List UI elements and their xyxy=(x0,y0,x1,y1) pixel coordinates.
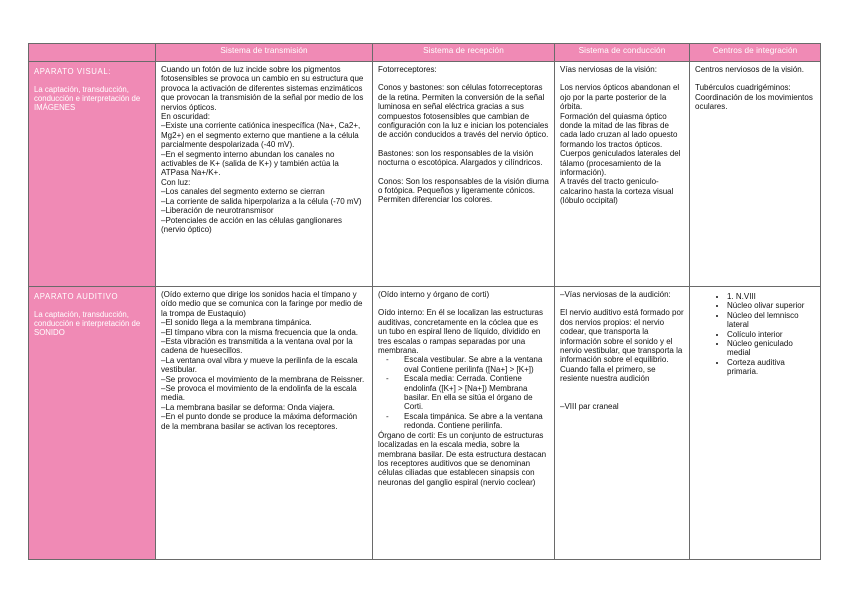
visual-recepcion-line: Conos y bastones: son células fotorreceptoras de la retina. Permiten la conversión de la señal luminosa en señal eléctrica gracias a sus compuestos fotosensibles que cambian de configuración con la luz e inician los potenciales de acción conducidos a través del nervio óptico. xyxy=(378,83,549,140)
list-item: • Colículo interior xyxy=(727,330,815,339)
integracion-list xyxy=(695,292,815,377)
visual-recepcion-line: Bastones: son los responsables de la visión nocturna o escotópica. Alargados y cilíndricos. xyxy=(378,148,543,168)
auditivo-subtitle: La captación, transducción, conducción e interpretación de SONIDO xyxy=(34,310,141,337)
auditivo-transmision-line: –Esta vibración es transmitida a la ventana oval por la cadena de huesecillos. xyxy=(161,337,353,356)
header-transmision: Sistema de transmisión xyxy=(156,44,373,62)
list-item: • Núcleo olivar superior xyxy=(727,301,815,310)
visual-conduccion-line: Vías nerviosas de la visión: xyxy=(560,65,657,74)
visual-conduccion-line: Formación del quiasma óptico donde la mitad de las fibras de cada lado cruzan al lado opuesto formando los tractos ópticos. xyxy=(560,111,678,149)
auditivo-transmision-line: –La membrana basilar se deforma: Onda viajera. xyxy=(161,402,335,412)
visual-transmision-line: Cuando un fotón de luz incide sobre los pigmentos fotosensibles se provoca un cambio en su estructura que provoca la activación de diferentes sistemas enzimáticos que provocan la transmisión de la señal por medio de los nervios ópticos. xyxy=(161,65,364,112)
header-conduccion: Sistema de conducción xyxy=(555,44,690,62)
visual-conduccion-line: Los nervios ópticos abandonan el ojo por la parte posterior de la órbita. xyxy=(560,83,680,112)
header-recepcion: Sistema de recepción xyxy=(373,44,555,62)
visual-transmision-line: En oscuridad: xyxy=(161,112,210,122)
visual-integracion-cell xyxy=(690,62,821,287)
auditivo-integracion-cell xyxy=(690,287,821,560)
auditivo-conduccion-line: El nervio auditivo está formado por dos nervios propios: el nervio codear, que transporta la información sobre el sonido y el nervio vestibular, que transporta la información sobre el equilibrio. Cuando falla el primero, se resiente nuestra audición xyxy=(560,308,684,384)
auditivo-title: APARATO AUDITIVO xyxy=(34,292,119,301)
list-item: - Escala vestibular. Se abre a la ventana oval Contiene perilinfa ([Na+] > [K+]) xyxy=(404,355,549,374)
visual-conduccion-line: A través del tracto geniculo-calcarino hasta la corteza visual (lóbulo occipital) xyxy=(560,177,674,206)
header-row xyxy=(29,44,821,62)
header-integracion: Centros de integración xyxy=(690,44,821,62)
visual-transmision-line: –La corriente de salida hiperpolariza a la célula (-70 mV) xyxy=(161,196,362,206)
auditivo-recepcion-intro: (Oído interno y órgano de corti) xyxy=(378,290,490,299)
visual-recepcion-cell xyxy=(373,62,555,287)
auditivo-recepcion-organo-corti: Órgano de corti: Es un conjunto de estructuras localizadas en la escala media, sobre la membrana basilar. De esta estructura destacan los receptores auditivos que se denominan células ciliadas que establecen sinapsis con neuronas del ganglio espiral (nervio coclear) xyxy=(378,430,547,487)
visual-transmision-line: –Los canales del segmento externo se cierran xyxy=(161,187,325,197)
auditivo-transmision-line: –El sonido llega a la membrana timpánica. xyxy=(161,318,312,328)
visual-transmision-line: –Liberación de neurotransmisor xyxy=(161,206,274,216)
visual-recepcion-line: Fotorreceptores: xyxy=(378,65,437,74)
visual-transmision-line: –Existe una corriente catiónica inespecífica (Na+, Ca2+, Mg2+) en el segmento externo que mantiene a la célula parcialmente despolarizada (-40 mV). xyxy=(161,121,361,150)
auditivo-recepcion-oido-interno: Oído interno: En él se localizan las estructuras auditivas, concretamente en la cóclea que es un tubo en espiral lleno de líquido, dividido en tres escalas o rampas separadas por una membrana. xyxy=(378,308,543,356)
list-item: • Corteza auditiva primaria. xyxy=(727,358,815,377)
visual-transmision-line: –Potenciales de acción en las células ganglionares (nervio óptico) xyxy=(161,215,343,234)
list-item: - Escala timpánica. Se abre a la ventana redonda. Contiene perilinfa. xyxy=(404,412,549,431)
auditivo-transmision-line: –En el punto donde se produce la máxima deformación de la membrana basilar se activan los receptores. xyxy=(161,412,358,431)
list-item: • Núcleo geniculado medial xyxy=(727,339,815,358)
list-item: • 1. N.VIII xyxy=(727,292,815,301)
visual-title: APARATO VISUAL: xyxy=(34,67,112,76)
header-corner xyxy=(29,44,156,62)
auditivo-transmision-line: (Oído externo que dirige los sonidos hacia el tímpano y oído medio que se comunica con la faringe por medio de la trompa de Eustaquio) xyxy=(161,290,363,318)
visual-transmision-line: Con luz: xyxy=(161,177,191,187)
visual-transmision-line: –En el segmento interno abundan los canales no activables de K+ (salida de K+) y también actúa la ATPasa Na+/K+. xyxy=(161,149,339,178)
visual-conduccion-line: Cuerpos geniculados laterales del tálamo (procesamiento de la información). xyxy=(560,149,681,178)
visual-integracion-line: Tubérculos cuadrigéminos: Coordinación de los movimientos oculares. xyxy=(695,83,813,112)
auditivo-transmision-line: –La ventana oval vibra y mueve la perilinfa de la escala vestibular. xyxy=(161,355,358,375)
row-auditivo xyxy=(29,287,821,560)
row-head-auditivo xyxy=(29,287,156,560)
auditivo-conduccion-line: –VIII par craneal xyxy=(560,401,619,411)
visual-subtitle: La captación, transducción, conducción e interpretación de IMÁGENES xyxy=(34,85,141,112)
auditivo-transmision-cell xyxy=(156,287,373,560)
auditivo-conduccion-cell xyxy=(555,287,690,560)
visual-integracion-line: Centros nerviosos de la visión. xyxy=(695,65,804,74)
row-head-visual xyxy=(29,62,156,287)
auditivo-transmision-line: –Se provoca el movimiento de la membrana de Reissner. xyxy=(161,374,365,384)
visual-transmision-cell xyxy=(156,62,373,287)
list-item: - Escala media: Cerrada. Contiene endolinfa ([K+] > [Na+]) Membrana basilar. En ella se sitúa el órgano de Corti. xyxy=(404,374,549,412)
row-visual xyxy=(29,62,821,287)
visual-conduccion-cell xyxy=(555,62,690,287)
list-item: • Núcleo del lemnisco lateral xyxy=(727,311,815,330)
auditivo-transmision-line: –El tímpano vibra con la misma frecuencia que la onda. xyxy=(161,327,358,337)
comparison-table xyxy=(28,43,821,560)
visual-recepcion-line: Conos: Son los responsables de la visión diurna o fotópica. Pequeños y ligeramente cónicos. Permiten diferenciar los colores. xyxy=(378,176,549,205)
auditivo-transmision-line: –Se provoca el movimiento de la endolinfa de la escala media. xyxy=(161,384,357,403)
escalas-list xyxy=(378,355,549,430)
auditivo-conduccion-line: –Vías nerviosas de la audición: xyxy=(560,290,671,299)
auditivo-recepcion-cell xyxy=(373,287,555,560)
